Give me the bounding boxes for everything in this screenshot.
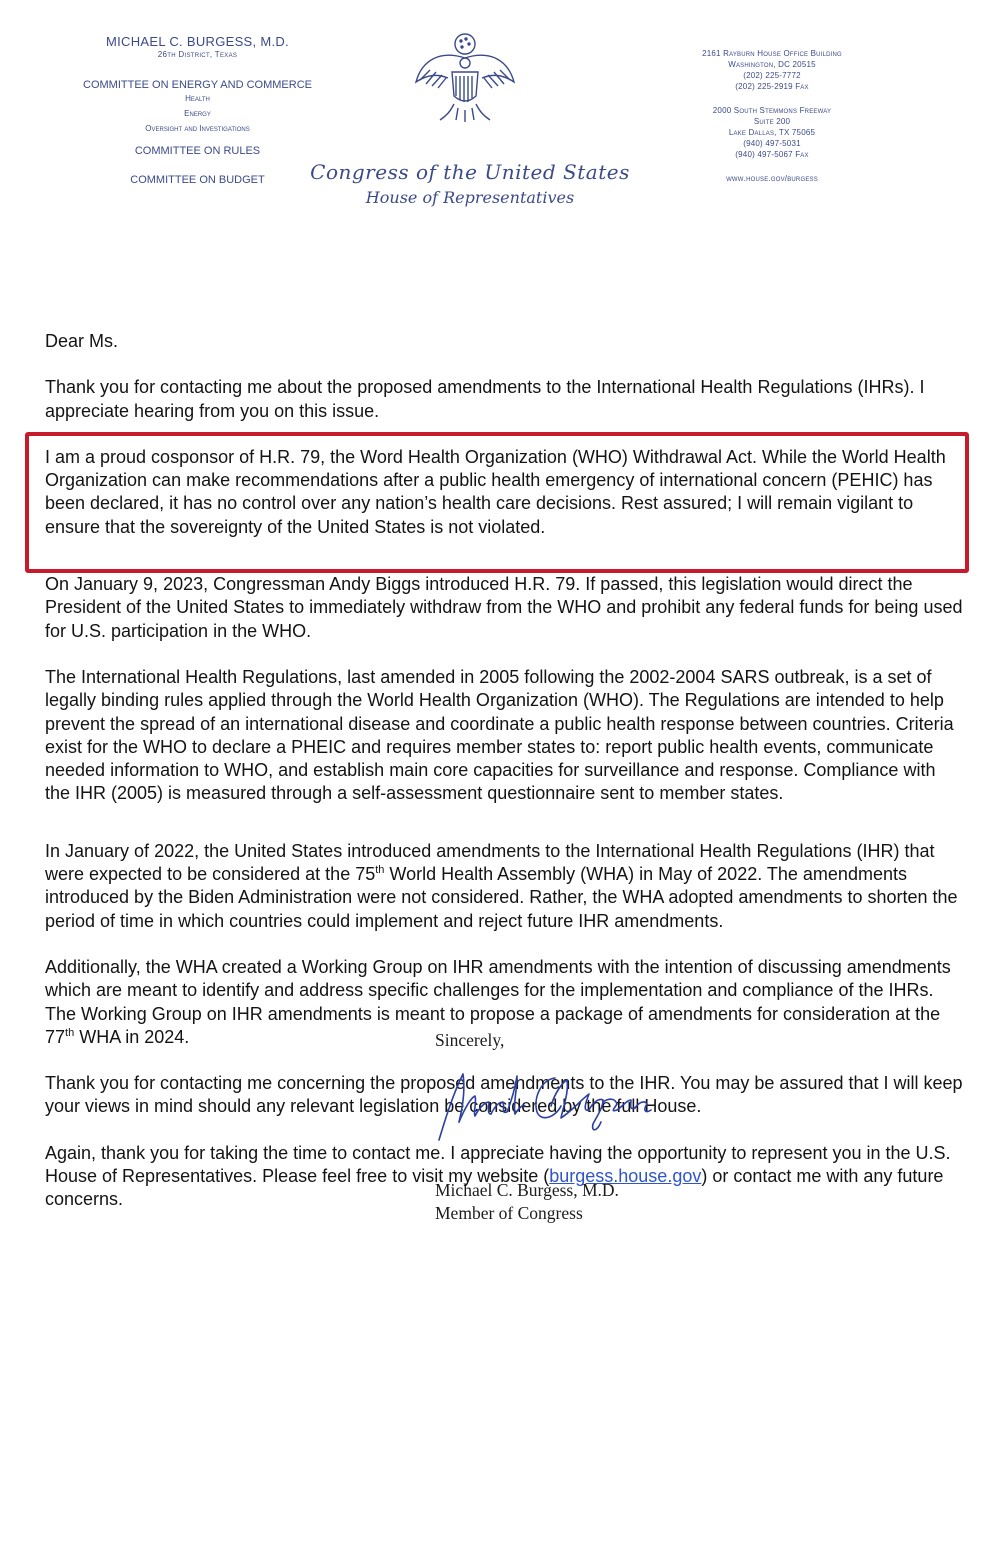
signature-image [433, 1058, 653, 1148]
paragraph-hr79: On January 9, 2023, Congressman Andy Biggs introduced H.R. 79. If passed, this legislation would direct the President of the United States to immediately withdraw from the WHO and prohibit any federal funds for being used for U.S. participation in the WHO. [45, 574, 963, 641]
website-link[interactable]: burgess.house.gov [549, 1166, 702, 1187]
letterhead-left-block [70, 34, 325, 186]
dc-fax: (202) 225-2919 Fax [735, 82, 809, 91]
committee-budget: COMMITTEE ON BUDGET [130, 174, 265, 186]
letterhead [0, 0, 1000, 240]
house-line: House of Representatives [365, 188, 575, 207]
tx-address-line2: Suite 200 [753, 117, 791, 126]
tx-address-line1: 2000 South Stemmons Freeway [712, 106, 832, 115]
committee-rules: COMMITTEE ON RULES [134, 145, 261, 157]
p8-text-b: ) or contact me with any future concerns. [45, 1166, 944, 1210]
letterhead-right-block [672, 48, 872, 184]
eagle-seal-icon [410, 30, 520, 130]
paragraph-2022-amendments [45, 840, 965, 933]
dc-phone: (202) 225-7772 [743, 71, 801, 80]
p5-text-b: World Health Assembly (WHA) in May of 2022. The amendments introduced by the Biden Administration were not considered. Rather, the WHA adopted amendments to shorten the period of time in which countries could implement and reject future IHR amendments. [45, 864, 958, 931]
salutation: Dear Ms. [45, 331, 119, 351]
p5-superscript: th [375, 864, 385, 877]
subcommittee-oversight: Oversight and Investigations [145, 124, 250, 133]
p6-superscript: th [65, 1026, 75, 1039]
paragraph-intro: Thank you for contacting me about the proposed amendments to the International Health Regulations (IHRs). I appreciate hearing from you on this issue. [45, 377, 925, 421]
paragraph-cosponsor: I am a proud cosponsor of H.R. 79, the Word Health Organization (WHO) Withdrawal Act. While the World Health Organization can make recommendations after a public health emergency of international concern (PEHIC) has been declared, it has no control over any nation’s health care decisions. Rest assured; I will remain vigilant to ensure that the sovereignty of the United States is not violated. [45, 446, 946, 537]
signer-title: Member of Congress [435, 1203, 583, 1223]
congress-heading [300, 160, 640, 207]
letterhead-website: www.house.gov/burgess [726, 174, 818, 183]
closing-salutation: Sincerely, [435, 1030, 505, 1050]
tx-phone: (940) 497-5031 [743, 139, 801, 148]
committee-energy-commerce: COMMITTEE ON ENERGY AND COMMERCE [83, 79, 312, 91]
member-name: MICHAEL C. BURGESS, M.D. [106, 34, 289, 49]
dc-address-line1: 2161 Rayburn House Office Building [702, 49, 842, 58]
signer-block [435, 1179, 619, 1225]
p8-text-a: Again, thank you for taking the time to contact me. I appreciate having the opportunity to represent you in the U.S. House of Representatives. Please feel free to visit my website ( [45, 1142, 951, 1187]
paragraph-ihr-overview: The International Health Regulations, last amended in 2005 following the 2002-2004 SARS outbreak, is a set of legally binding rules applied through the World Health Organization (WHO). The Regulations are intended to help prevent the spread of an international disease and coordinate a public health response between countries. Criteria exist for the WHO to declare a PHEIC and requires member states to: report public health events, communicate needed information to WHO, and establish main core capacities for surveillance and response. Compliance with the IHR (2005) is measured through a self-assessment questionnaire sent to member states. [45, 666, 954, 804]
member-district: 26th District, Texas [157, 50, 238, 59]
subcommittee-energy: Energy [184, 109, 211, 118]
tx-address-line3: Lake Dallas, TX 75065 [728, 128, 816, 137]
p5-text-a: In January of 2022, the United States introduced amendments to the International Health Regulations (IHR) that were expected to be considered at the 75 [45, 840, 935, 885]
highlight-box [25, 432, 969, 573]
tx-fax: (940) 497-5067 Fax [735, 150, 809, 159]
p6-text-b: WHA in 2024. [74, 1026, 190, 1047]
paragraph-thanks: Thank you for contacting me concerning the proposed amendments to the IHR. You may be assured that I will keep your views in mind should any relevant legislation be considered by the full House. [45, 1073, 963, 1117]
congress-line: Congress of the United States [310, 160, 630, 184]
dc-address-line2: Washington, DC 20515 [728, 60, 816, 69]
p6-text-a: Additionally, the WHA created a Working Group on IHR amendments with the intention of discussing amendments which are meant to identify and address specific challenges for the implementation and compliance of the IHRs. The Working Group on IHR amendments is meant to propose a package of amendments for consideration at the 77 [45, 956, 951, 1047]
subcommittee-health: Health [185, 94, 210, 103]
signer-name: Michael C. Burgess, M.D. [435, 1180, 619, 1200]
